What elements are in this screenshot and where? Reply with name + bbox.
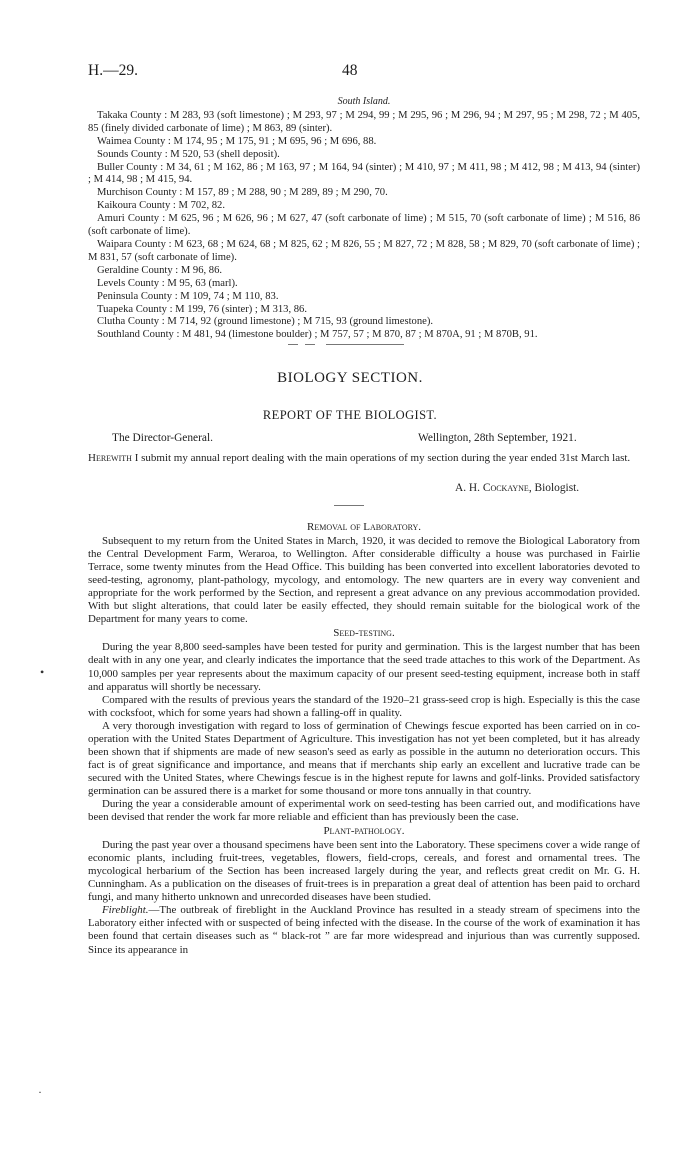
removal-heading: Removal of Laboratory.: [306, 521, 422, 533]
page-number: 48: [342, 62, 358, 79]
seed-testing-paragraph: A very thorough investigation with regard to loss of germination of Chewings fescue exported has been carried on in co-operation with the United States Department of Agriculture. This investigation has not yet been completed, but it has already been shown that if shipments are made of new season's seed as early as possible in the autumn no deterioration occurs. This fact is of great significance and importance, and means that if merchants ship early an excellent and lucrative trade can be secured with the United States, where Chewings fescue is in the highest repute for lawns and golf-links. Provided satisfactory germination can be assured there is a market for some thousand or more tons annually in that country.: [88, 719, 640, 797]
letter-place-date: Wellington, 28th September, 1921.: [418, 432, 577, 444]
list-item: Tuapeka County : M 199, 76 (sinter) ; M 313, 86.: [97, 303, 308, 315]
seed-testing-paragraph: During the year a considerable amount of experimental work on seed-testing has been carried out, and modifications have been devised that render the work far more reliable and efficient than has previously been the case.: [88, 797, 640, 824]
fireblight-text: —The outbreak of fireblight in the Auckland Province has resulted in a steady stream of specimens into the Laboratory either infected with or suspected of being infected with the disease. In the course of the work of examination it has been found that certain diseases such as “ black-rot ” are far more widespread and injurious than was currently supposed. Since its appearance in: [88, 904, 640, 956]
list-item: Kaikoura County : M 702, 82.: [97, 200, 225, 212]
list-item: Murchison County : M 157, 89 ; M 288, 90 ; M 289, 89 ; M 290, 70.: [97, 187, 388, 199]
plant-pathology-paragraph: During the past year over a thousand specimens have been sent into the Laboratory. These specimens cover a wide range of economic plants, including fruit-trees, vegetables, flowers, field-crops, cereals, and forest and ornamental trees. The mycological herbarium of the Section has been increased largely during the year, and reflects great credit on Mr. G. H. Cunningham. As a publication on the diseases of fruit-trees is in preparation a great deal of attention has been paid to orchard fungi, and many hitherto unknown and unrecorded diseases have been studied.: [88, 839, 640, 904]
opening-text: I submit my annual report dealing with the main operations of my section during the year ended 31st March last.: [131, 452, 631, 464]
south-island-list: [88, 96, 640, 342]
margin-mark: •: [40, 665, 45, 679]
list-item: Buller County : M 34, 61 ; M 162, 86 ; M 163, 97 ; M 164, 94 (sinter) ; M 410, 97 ; M 411, 98 ; M 412, 98 ; M 413, 94 (sinter) ; M 414, 98 ; M 415, 94.: [88, 161, 640, 186]
list-item: Levels County : M 95, 63 (marl).: [97, 277, 238, 289]
signature: [455, 482, 579, 494]
section-title: BIOLOGY SECTION.: [277, 370, 423, 386]
report-body: [88, 520, 640, 957]
letter-addressee: The Director-General.: [112, 432, 213, 444]
list-item: Geraldine County : M 96, 86.: [97, 264, 223, 276]
seed-testing-paragraph: During the year 8,800 seed-samples have been tested for purity and germination. This is the largest number that has been dealt with in any one year, and clearly indicates the importance that the seed trade attaches to this work of the Department. As 10,000 samples per year represents about the maximum capacity of our present seed-testing equipment, increase both in staff and apparatus will shortly be necessary.: [88, 641, 640, 693]
seed-testing-heading: Seed-testing.: [333, 627, 395, 640]
list-item: Southland County : M 481, 94 (limestone boulder) ; M 757, 57 ; M 870, 87 ; M 870A, 91 ; M 870B, 91.: [97, 329, 538, 341]
list-item: Clutha County : M 714, 92 (ground limestone) ; M 715, 93 (ground limestone).: [97, 316, 434, 328]
south-island-title: South Island.: [337, 96, 391, 107]
fireblight-label: Fireblight.: [102, 904, 149, 917]
opening-word: Herewith: [88, 452, 132, 464]
report-title: REPORT OF THE BIOLOGIST.: [262, 408, 438, 422]
document-reference: H.—29.: [88, 62, 138, 79]
fireblight-paragraph: [88, 904, 640, 956]
separator-rule: [326, 344, 404, 345]
letter-opening: [88, 451, 640, 465]
separator-dash: [305, 344, 315, 345]
list-item: Sounds County : M 520, 53 (shell deposit).: [97, 148, 280, 160]
separator-dash: [288, 344, 298, 345]
plant-pathology-heading: Plant-pathology.: [323, 825, 405, 838]
signature-rule: [334, 505, 364, 506]
removal-paragraph: Subsequent to my return from the United States in March, 1920, it was decided to remove the Biological Laboratory from the Central Development Farm, Weraroa, to Wellington. After considerable difficulty a house was purchased in Fairlie Terrace, some twenty minutes from the Head Office. This building has been converted into excellent laboratories devoted to seed-testing, agronomy, plant-pathology, mycology, and entomology. The new quarters are in every way convenient and appropriate for the work performed by the Section, and represent a great advance on any previous accommodation provided. With but slight alterations, that could later be easily effected, they should remain suitable for the biological work of the Department for many years to come.: [88, 535, 640, 626]
seed-testing-paragraph: Compared with the results of previous years the standard of the 1920–21 grass-seed crop is high. Especially is this the case with cocksfoot, which for some years had shown a falling-off in quality.: [88, 693, 640, 719]
list-item: Waipara County : M 623, 68 ; M 624, 68 ; M 825, 62 ; M 826, 55 ; M 827, 72 ; M 828, 58 ; M 829, 70 (soft carbonate of lime) ; M 831, 57 (soft carbonate of lime).: [88, 238, 640, 263]
signature-title: , Biologist.: [528, 482, 580, 494]
list-item: Peninsula County : M 109, 74 ; M 110, 83.: [97, 290, 279, 302]
signature-name: A. H. Cockayne: [455, 482, 529, 494]
list-item: Takaka County : M 283, 93 (soft limestone) ; M 293, 97 ; M 294, 99 ; M 295, 96 ; M 296, 94 ; M 297, 95 ; M 298, 72 ; M 405, 85 (finely divided carbonate of lime) ; M 863, 89 (sinter).: [88, 109, 640, 134]
list-item: Waimea County : M 174, 95 ; M 175, 91 ; M 695, 96 ; M 696, 88.: [97, 135, 377, 147]
margin-mark: ·: [38, 1085, 42, 1099]
list-item: Amuri County : M 625, 96 ; M 626, 96 ; M 627, 47 (soft carbonate of lime) ; M 515, 70 (soft carbonate of lime) ; M 516, 86 (soft carbonate of lime).: [88, 213, 640, 238]
